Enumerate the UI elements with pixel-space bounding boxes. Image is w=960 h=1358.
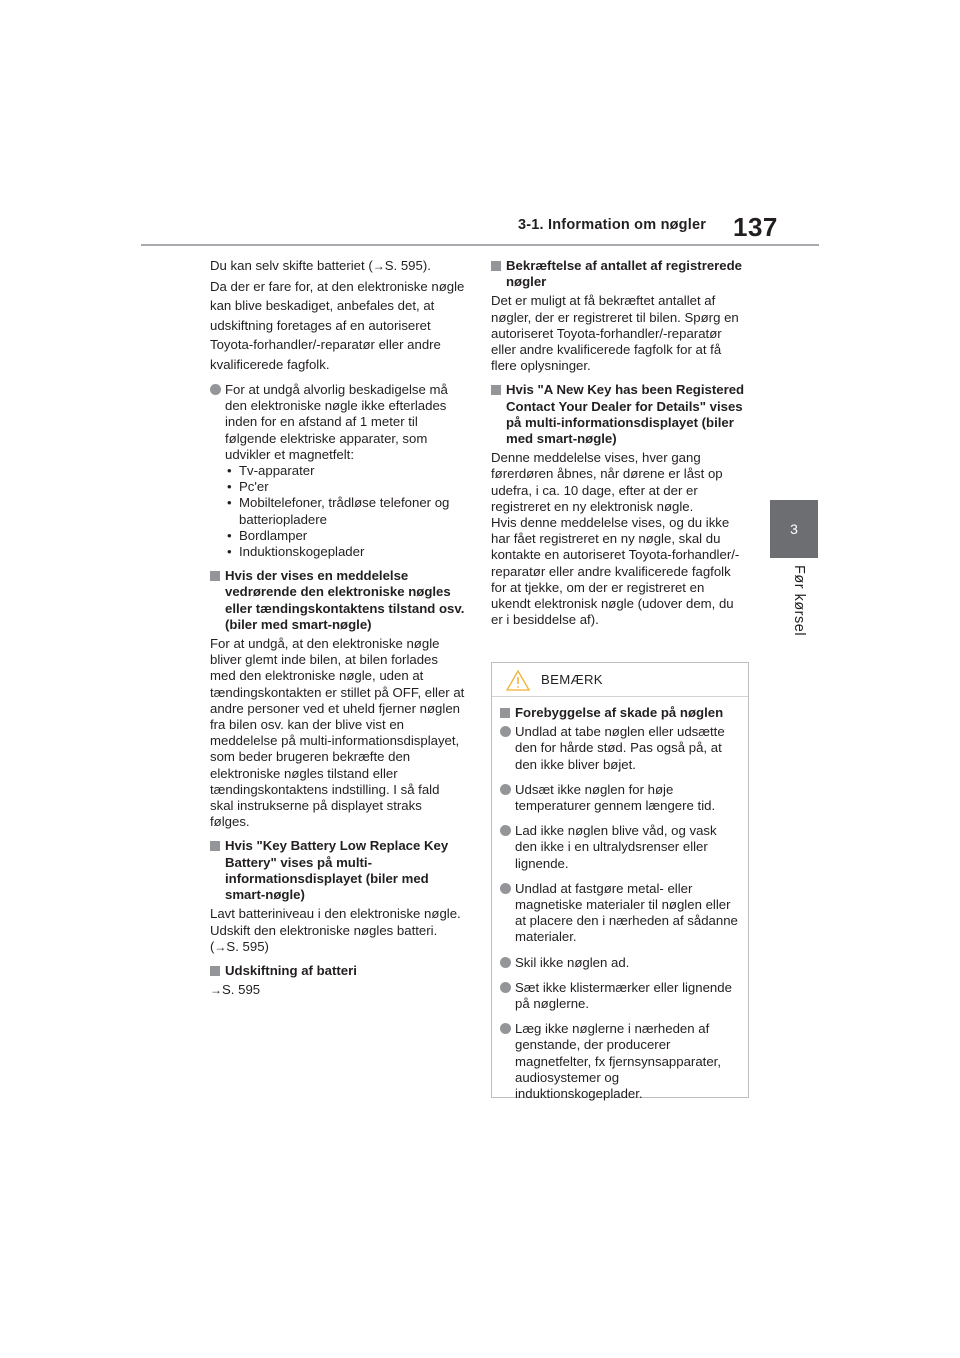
left-column bbox=[210, 256, 465, 1006]
list-item: Skil ikke nøglen ad. bbox=[500, 955, 740, 971]
square-icon bbox=[210, 571, 220, 581]
arrow-icon: → bbox=[214, 939, 227, 954]
paragraph: Denne meddelelse vises, hver gang førerdøren åbnes, når dørene er låst op udefra, i ca. 10 dage, efter at der er registreret en ny elektronisk nøgle. Hvis denne meddelelse vises, og du ikke har fået registreret en ny nøgle, skal du kontakte en autoriseret Toyota-forhandler/-reparatør eller andre kvalificerede fagfolk for at tjekke, om der er registreret en ukendt elektronisk nøgle (udover dem, du er i besiddelse af). bbox=[491, 450, 740, 628]
arrow-icon: → bbox=[372, 259, 385, 273]
list-item: Udsæt ikke nøglen for høje temperaturer gennem længere tid. bbox=[500, 782, 740, 814]
list-item: Undlad at tabe nøglen eller udsætte den for hårde stød. Pas også på, at den ikke bliver bøjet. bbox=[500, 724, 740, 773]
list-item: Lad ikke nøglen blive våd, og vask den ikke i en ultralydsrenser eller lignende. bbox=[500, 823, 740, 872]
list-item: • Mobiltelefoner, trådløse telefoner og batteriopladere bbox=[225, 495, 465, 527]
paragraph: Det er muligt at få bekræftet antallet af nøgler, der er registreret til bilen. Spørg en autoriseret Toyota-forhandler/-reparatør eller andre kvalificerede fagfolk for at få flere oplysninger. bbox=[491, 293, 739, 374]
section-heading: Hvis "Key Battery Low Replace Key Battery" vises på multi-informationsdisplayet (biler med smart-nøgle) bbox=[210, 838, 465, 903]
section-heading: Forebyggelse af skade på nøglen bbox=[500, 705, 740, 721]
bullet-icon bbox=[500, 784, 511, 795]
section-heading: Hvis "A New Key has been Registered Contact Your Dealer for Details" vises på multi-informationsdisplayet (biler med smart-nøgle) bbox=[491, 382, 746, 447]
chapter-number: 3 bbox=[790, 521, 798, 537]
square-icon bbox=[210, 841, 220, 851]
right-column bbox=[491, 256, 746, 628]
list-item: • Induktionskogeplader bbox=[225, 544, 465, 560]
list-item: • Pc'er bbox=[225, 479, 465, 495]
arrow-icon: → bbox=[210, 983, 222, 998]
list-item: Sæt ikke klistermærker eller lignende på nøglerne. bbox=[500, 980, 740, 1012]
section-heading: Bekræftelse af antallet af registrerede nøgler bbox=[491, 258, 746, 290]
chapter-tab bbox=[770, 500, 818, 558]
list-item: Undlad at fastgøre metal- eller magnetiske materialer til nøglen eller at placere den i nærheden af sådanne materialer. bbox=[500, 881, 740, 946]
bullet-icon bbox=[500, 1023, 511, 1034]
bullet-icon bbox=[500, 825, 511, 836]
device-list bbox=[225, 463, 465, 560]
paragraph: Lavt batteriniveau i den elektroniske nøgle. Udskift den elektroniske nøgles batteri. (→S. 595) bbox=[210, 906, 461, 954]
bullet-icon bbox=[500, 883, 511, 894]
paragraph: For at undgå, at den elektroniske nøgle bliver glemt inde bilen, at bilen forlades med den elektroniske nøgle, uden at tændingskontakten er stillet på OFF, eller at andre personer ved et uheld fjerner nøglen fra bilen osv. kan der blive vist en meddelelse på multi-informationsdisplayet, som beder brugeren bekræfte den elektroniske nøgles tilstand eller tændingskontaktens indstilling. I så fald skal instrukserne på displayet straks følges. bbox=[210, 636, 465, 830]
list-item: • Bordlamper bbox=[225, 528, 465, 544]
notice-label: BEMÆRK bbox=[541, 672, 603, 687]
page-reference[interactable]: →S. 595 bbox=[210, 982, 261, 998]
bullet-icon bbox=[500, 982, 511, 993]
square-icon bbox=[500, 708, 510, 718]
bullet-icon bbox=[210, 384, 221, 395]
list-item: For at undgå alvorlig beskadigelse må den elektroniske nøgle ikke efterlades inden for en afstand af 1 meter til følgende elektriske apparater, som udvikler et magnetfelt: • Tv-apparater • Pc'er • Mobiltelefoner, trådløse telefoner og batteriopladere • Bordlamper • Induktionskogeplader bbox=[210, 382, 465, 560]
list-item: • Tv-apparater bbox=[225, 463, 465, 479]
section-title: 3-1. Information om nøgler bbox=[518, 217, 707, 233]
square-icon bbox=[491, 385, 501, 395]
section-heading: Hvis der vises en meddelelse vedrørende den elektroniske nøgles eller tændingskontaktens tilstand osv. (biler med smart-nøgle) bbox=[210, 568, 465, 633]
bullet-icon bbox=[500, 726, 511, 737]
notice-body bbox=[492, 697, 748, 1102]
notice-header bbox=[492, 663, 748, 697]
notice-box bbox=[491, 662, 749, 1102]
bullet-icon bbox=[500, 957, 511, 968]
square-icon bbox=[491, 261, 501, 271]
square-icon bbox=[210, 966, 220, 976]
warning-icon bbox=[506, 670, 530, 691]
chapter-name: Før kørsel bbox=[791, 565, 807, 637]
intro-paragraph: Du kan selv skifte batteriet (→S. 595). Da der er fare for, at den elektroniske nøgle kan blive beskadiget, anbefales det, at udskiftning foretages af en autoriseret Toyota-forhandler/-reparatør eller andre kvalificerede fagfolk. bbox=[210, 258, 465, 372]
section-heading: Udskiftning af batteri bbox=[210, 963, 465, 979]
page-number: 137 bbox=[733, 212, 778, 242]
list-item: Læg ikke nøglerne i nærheden af genstande, der producerer magnetfelter, fx fjernsynsapparater, audiosystemer og induktionskogeplader. bbox=[500, 1021, 740, 1102]
header-rule bbox=[141, 244, 819, 246]
